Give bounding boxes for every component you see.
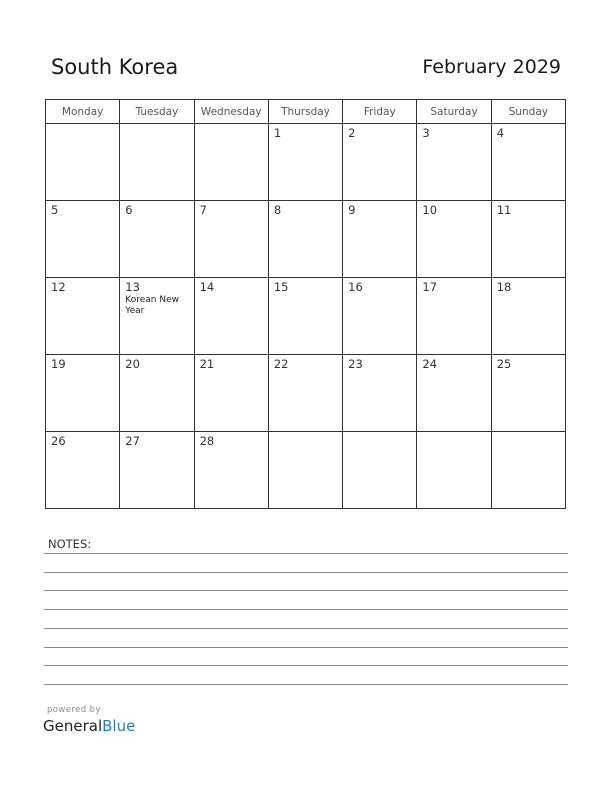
day-number: 19 [51, 357, 66, 371]
note-line [44, 665, 568, 666]
note-line [44, 647, 568, 648]
day-number: 25 [496, 357, 512, 371]
week-row [46, 432, 566, 509]
weekday-header-row [46, 100, 566, 124]
note-line [44, 590, 568, 591]
day-cell [417, 355, 491, 432]
day-cell [46, 432, 120, 509]
day-cell [268, 201, 342, 278]
empty-day-cell [194, 124, 268, 201]
day-cell [268, 355, 342, 432]
day-cell [343, 124, 417, 201]
empty-day-cell [46, 124, 120, 201]
weekday-header: Tuesday [120, 100, 194, 124]
weekday-header: Monday [46, 100, 120, 124]
day-number: 7 [199, 203, 207, 217]
note-line [44, 553, 568, 554]
day-number: 11 [496, 203, 512, 217]
day-cell [268, 124, 342, 201]
day-number: 28 [199, 434, 215, 448]
day-number: 23 [348, 357, 363, 371]
holiday-label: Korean New Year [125, 295, 179, 316]
powered-by-text: powered by [47, 705, 101, 715]
note-line [44, 572, 568, 573]
empty-day-cell [268, 432, 342, 509]
day-cell [46, 201, 120, 278]
day-cell [120, 355, 194, 432]
week-row [46, 201, 566, 278]
note-line [44, 609, 568, 610]
day-number: 21 [199, 357, 215, 371]
day-cell [417, 124, 491, 201]
day-cell [491, 201, 565, 278]
day-number: 14 [199, 280, 215, 294]
weekday-header: Thursday [268, 100, 342, 124]
day-number: 24 [422, 357, 438, 371]
weekday-header: Sunday [491, 100, 565, 124]
weekday-header: Saturday [417, 100, 491, 124]
day-number: 5 [51, 203, 59, 217]
day-cell [343, 278, 417, 355]
day-cell [194, 432, 268, 509]
week-row [46, 278, 566, 355]
day-cell [194, 278, 268, 355]
day-number: 15 [273, 280, 289, 294]
day-number: 12 [51, 280, 66, 294]
day-cell [194, 355, 268, 432]
brand-name-general: General [43, 717, 103, 735]
day-number: 3 [422, 126, 430, 140]
calendar-grid [45, 99, 566, 509]
month-title: February 2029 [422, 56, 561, 78]
day-number: 18 [496, 280, 512, 294]
day-cell [491, 355, 565, 432]
brand-logo [43, 717, 135, 735]
day-cell [120, 432, 194, 509]
day-number: 16 [348, 280, 363, 294]
day-number: 2 [348, 126, 356, 140]
day-number: 17 [422, 280, 438, 294]
day-cell [46, 278, 120, 355]
week-row [46, 355, 566, 432]
day-number: 13 [125, 280, 140, 294]
day-cell [417, 278, 491, 355]
day-cell [268, 278, 342, 355]
weekday-header: Friday [343, 100, 417, 124]
day-number: 20 [125, 357, 140, 371]
day-number: 4 [496, 126, 505, 140]
day-number: 9 [348, 203, 356, 217]
brand-name-blue: Blue [102, 717, 136, 735]
country-title: South Korea [51, 55, 179, 79]
day-cell [343, 355, 417, 432]
day-cell [194, 201, 268, 278]
day-cell [343, 201, 417, 278]
day-cell [491, 278, 565, 355]
day-number: 8 [273, 203, 282, 217]
day-cell [491, 124, 565, 201]
empty-day-cell [491, 432, 565, 509]
week-row [46, 124, 566, 201]
day-number: 26 [51, 434, 66, 448]
empty-day-cell [343, 432, 417, 509]
day-cell [46, 355, 120, 432]
day-number: 22 [273, 357, 289, 371]
notes-label: NOTES: [48, 537, 92, 551]
empty-day-cell [120, 124, 194, 201]
note-line [44, 628, 568, 629]
day-number: 6 [125, 203, 133, 217]
weekday-header: Wednesday [194, 100, 268, 124]
day-cell [120, 201, 194, 278]
day-number: 27 [125, 434, 140, 448]
note-line [44, 684, 568, 685]
day-cell [120, 278, 194, 355]
day-number: 10 [422, 203, 438, 217]
empty-day-cell [417, 432, 491, 509]
day-cell [417, 201, 491, 278]
day-number: 1 [273, 126, 282, 140]
